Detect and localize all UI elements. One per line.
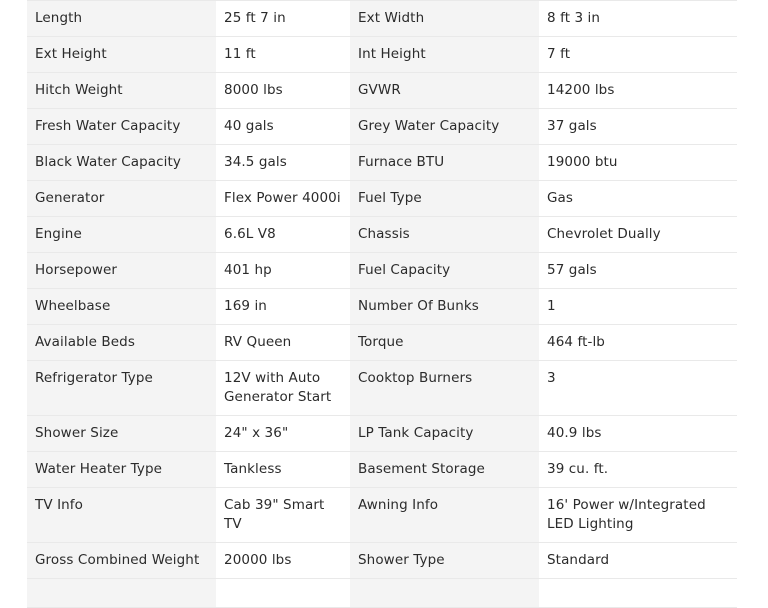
spec-value: 169 in xyxy=(216,289,350,325)
table-row xyxy=(27,289,737,325)
table-row xyxy=(27,1,737,37)
spec-label xyxy=(27,579,216,608)
table-row xyxy=(27,217,737,253)
spec-label: Number Of Bunks xyxy=(350,289,539,325)
specifications-table xyxy=(27,0,737,608)
spec-label xyxy=(350,579,539,608)
spec-value: 3 xyxy=(539,361,737,416)
spec-label: Length xyxy=(27,1,216,37)
spec-value xyxy=(216,579,350,608)
spec-label: Shower Type xyxy=(350,543,539,579)
spec-value: 16' Power w/Integrated LED Lighting xyxy=(539,488,737,543)
spec-label: GVWR xyxy=(350,73,539,109)
spec-value: 6.6L V8 xyxy=(216,217,350,253)
spec-label: Refrigerator Type xyxy=(27,361,216,416)
spec-value: 8 ft 3 in xyxy=(539,1,737,37)
spec-label: Horsepower xyxy=(27,253,216,289)
table-row xyxy=(27,325,737,361)
spec-label: Ext Height xyxy=(27,37,216,73)
spec-label: Int Height xyxy=(350,37,539,73)
spec-value: Cab 39" Smart TV xyxy=(216,488,350,543)
spec-label: Fuel Type xyxy=(350,181,539,217)
spec-label: LP Tank Capacity xyxy=(350,416,539,452)
spec-value: Chevrolet Dually xyxy=(539,217,737,253)
spec-label: Grey Water Capacity xyxy=(350,109,539,145)
table-row xyxy=(27,579,737,608)
spec-value: 39 cu. ft. xyxy=(539,452,737,488)
spec-label: Cooktop Burners xyxy=(350,361,539,416)
spec-value: 464 ft-lb xyxy=(539,325,737,361)
spec-value: 7 ft xyxy=(539,37,737,73)
spec-value: 14200 lbs xyxy=(539,73,737,109)
table-row xyxy=(27,543,737,579)
spec-value: 24" x 36" xyxy=(216,416,350,452)
spec-label: Generator xyxy=(27,181,216,217)
spec-value: 1 xyxy=(539,289,737,325)
table-row xyxy=(27,253,737,289)
spec-label: Furnace BTU xyxy=(350,145,539,181)
spec-value: 19000 btu xyxy=(539,145,737,181)
spec-value: Gas xyxy=(539,181,737,217)
spec-label: Gross Combined Weight xyxy=(27,543,216,579)
spec-value: 37 gals xyxy=(539,109,737,145)
spec-value: 34.5 gals xyxy=(216,145,350,181)
spec-value: 25 ft 7 in xyxy=(216,1,350,37)
spec-value: 40 gals xyxy=(216,109,350,145)
table-row xyxy=(27,488,737,543)
spec-label: Available Beds xyxy=(27,325,216,361)
spec-value xyxy=(539,579,737,608)
spec-value: 12V with Auto Generator Start xyxy=(216,361,350,416)
spec-value: RV Queen xyxy=(216,325,350,361)
spec-label: Hitch Weight xyxy=(27,73,216,109)
spec-label: Water Heater Type xyxy=(27,452,216,488)
spec-value: 401 hp xyxy=(216,253,350,289)
spec-label: Engine xyxy=(27,217,216,253)
spec-label: Black Water Capacity xyxy=(27,145,216,181)
spec-label: Torque xyxy=(350,325,539,361)
table-row xyxy=(27,37,737,73)
spec-label: Chassis xyxy=(350,217,539,253)
table-row xyxy=(27,145,737,181)
spec-label: Awning Info xyxy=(350,488,539,543)
table-row xyxy=(27,416,737,452)
spec-label: Shower Size xyxy=(27,416,216,452)
spec-label: Wheelbase xyxy=(27,289,216,325)
spec-value: 40.9 lbs xyxy=(539,416,737,452)
spec-label: Fresh Water Capacity xyxy=(27,109,216,145)
table-row xyxy=(27,452,737,488)
spec-label: Ext Width xyxy=(350,1,539,37)
spec-label: Fuel Capacity xyxy=(350,253,539,289)
table-row xyxy=(27,181,737,217)
spec-value: Tankless xyxy=(216,452,350,488)
spec-label: TV Info xyxy=(27,488,216,543)
spec-value: Flex Power 4000i xyxy=(216,181,350,217)
table-row xyxy=(27,73,737,109)
table-row xyxy=(27,109,737,145)
spec-value: 57 gals xyxy=(539,253,737,289)
spec-value: 11 ft xyxy=(216,37,350,73)
spec-value: Standard xyxy=(539,543,737,579)
spec-label: Basement Storage xyxy=(350,452,539,488)
table-row xyxy=(27,361,737,416)
spec-value: 8000 lbs xyxy=(216,73,350,109)
spec-value: 20000 lbs xyxy=(216,543,350,579)
